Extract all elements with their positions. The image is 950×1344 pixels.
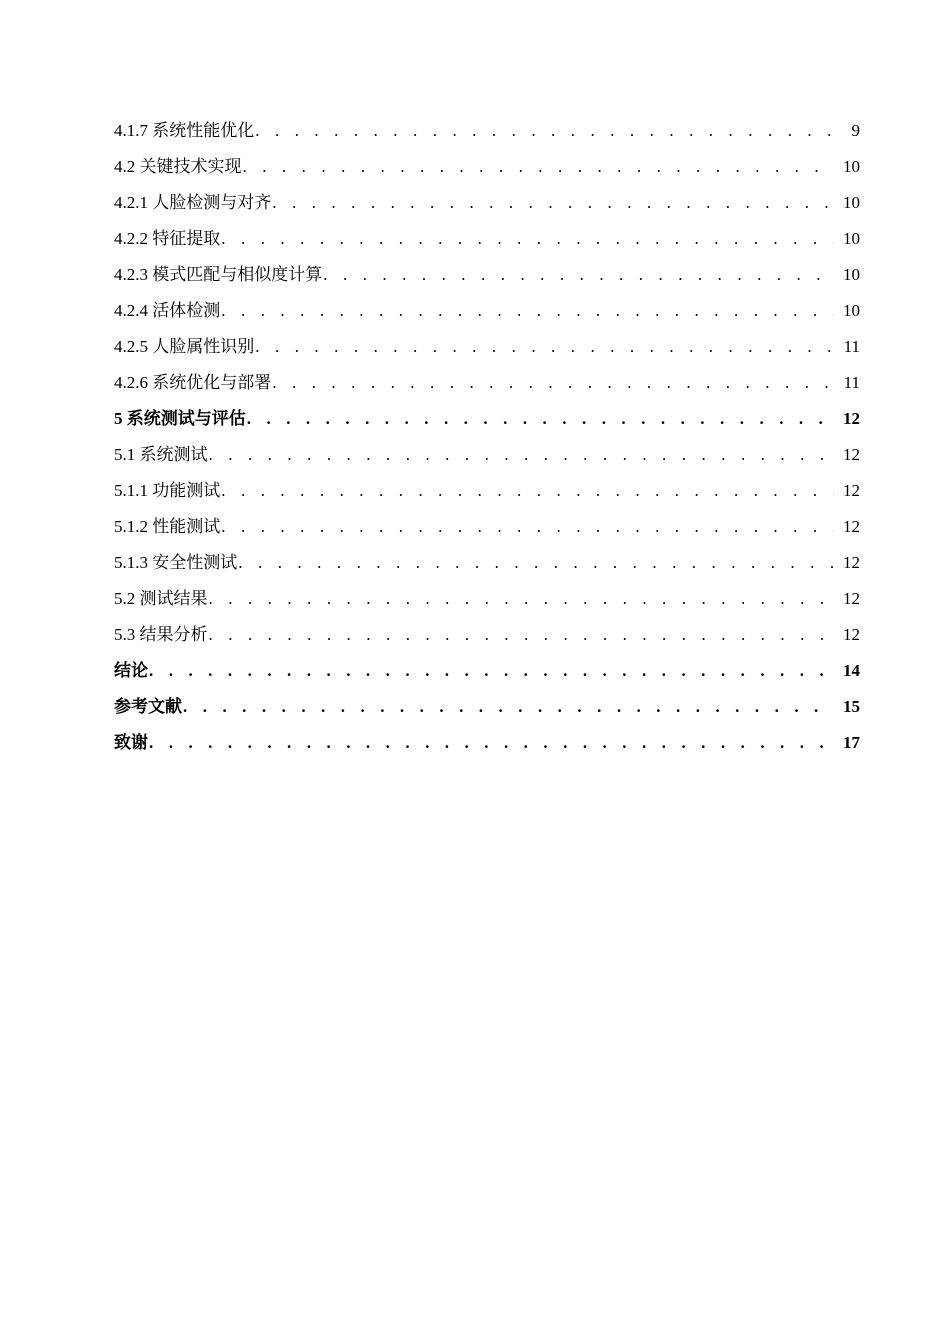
toc-entry-title: 4.2 关键技术实现 xyxy=(114,157,242,176)
toc-page-number: 10 xyxy=(843,301,860,320)
toc-dot-leader xyxy=(323,257,834,293)
toc-page-number: 11 xyxy=(843,373,860,392)
toc-page-number: 10 xyxy=(843,229,860,248)
toc-entry[interactable] xyxy=(114,473,860,509)
toc-entry-title: 5.3 结果分析 xyxy=(114,625,208,644)
toc-entry-title: 5.1.3 安全性测试 xyxy=(114,553,238,572)
toc-entry[interactable] xyxy=(114,509,860,545)
toc-page-number: 14 xyxy=(843,661,860,680)
toc-entry[interactable] xyxy=(114,329,860,365)
toc-chapter-entry[interactable] xyxy=(114,401,860,437)
toc-page-number: 12 xyxy=(843,589,860,608)
toc-entry-title: 4.2.4 活体检测 xyxy=(114,301,221,320)
toc-chapter-entry[interactable] xyxy=(114,689,860,725)
toc-dot-leader xyxy=(221,293,834,329)
toc-dot-leader xyxy=(272,365,834,401)
toc-dot-leader xyxy=(243,149,835,185)
toc-page-number: 12 xyxy=(843,553,860,572)
toc-entry[interactable] xyxy=(114,221,860,257)
toc-entry-title: 5.1.2 性能测试 xyxy=(114,517,221,536)
toc-entry-title: 结论 xyxy=(114,661,148,680)
toc-page-number: 11 xyxy=(843,337,860,356)
toc-entry-title: 4.1.7 系统性能优化 xyxy=(114,121,255,140)
toc-entry[interactable] xyxy=(114,185,860,221)
toc-page-number: 9 xyxy=(851,121,860,140)
toc-page-number: 12 xyxy=(843,409,860,428)
toc-entry[interactable] xyxy=(114,257,860,293)
toc-entry-title: 4.2.3 模式匹配与相似度计算 xyxy=(114,265,323,284)
toc-entry-title: 4.2.2 特征提取 xyxy=(114,229,221,248)
toc-entry-title: 4.2.5 人脸属性识别 xyxy=(114,337,255,356)
toc-entry[interactable] xyxy=(114,545,860,581)
toc-entry[interactable] xyxy=(114,149,860,185)
toc-chapter-entry[interactable] xyxy=(114,725,860,761)
toc-dot-leader xyxy=(247,401,834,437)
toc-page-number: 12 xyxy=(843,625,860,644)
toc-entry-title: 5.1 系统测试 xyxy=(114,445,208,464)
toc-dot-leader xyxy=(149,653,834,689)
toc-dot-leader xyxy=(221,473,834,509)
toc-dot-leader xyxy=(209,581,835,617)
toc-page-number: 12 xyxy=(843,481,860,500)
toc-entry[interactable] xyxy=(114,437,860,473)
toc-page-number: 12 xyxy=(843,445,860,464)
toc-entry-title: 5.1.1 功能测试 xyxy=(114,481,221,500)
toc-dot-leader xyxy=(255,329,834,365)
toc-dot-leader xyxy=(221,509,834,545)
toc-entry[interactable] xyxy=(114,617,860,653)
toc-page-number: 12 xyxy=(843,517,860,536)
toc-entry-title: 4.2.1 人脸检测与对齐 xyxy=(114,193,272,212)
toc-dot-leader xyxy=(149,725,834,761)
toc-dot-leader xyxy=(209,437,835,473)
table-of-contents xyxy=(114,113,860,761)
toc-dot-leader xyxy=(209,617,835,653)
toc-page-number: 10 xyxy=(843,157,860,176)
toc-dot-leader xyxy=(255,113,834,149)
toc-entry-title: 5.2 测试结果 xyxy=(114,589,208,608)
toc-page-number: 10 xyxy=(843,265,860,284)
toc-entry-title: 参考文献 xyxy=(114,697,182,716)
toc-entry-title: 4.2.6 系统优化与部署 xyxy=(114,373,272,392)
toc-entry[interactable] xyxy=(114,293,860,329)
toc-entry-title: 致谢 xyxy=(114,733,148,752)
toc-entry[interactable] xyxy=(114,365,860,401)
toc-chapter-entry[interactable] xyxy=(114,653,860,689)
toc-page-number: 10 xyxy=(843,193,860,212)
toc-page-number: 15 xyxy=(843,697,860,716)
toc-dot-leader xyxy=(183,689,834,725)
toc-entry[interactable] xyxy=(114,581,860,617)
toc-dot-leader xyxy=(221,221,834,257)
toc-dot-leader xyxy=(238,545,834,581)
toc-page-number: 17 xyxy=(843,733,860,752)
toc-entry[interactable] xyxy=(114,113,860,149)
toc-dot-leader xyxy=(272,185,834,221)
toc-entry-title: 5 系统测试与评估 xyxy=(114,409,246,428)
